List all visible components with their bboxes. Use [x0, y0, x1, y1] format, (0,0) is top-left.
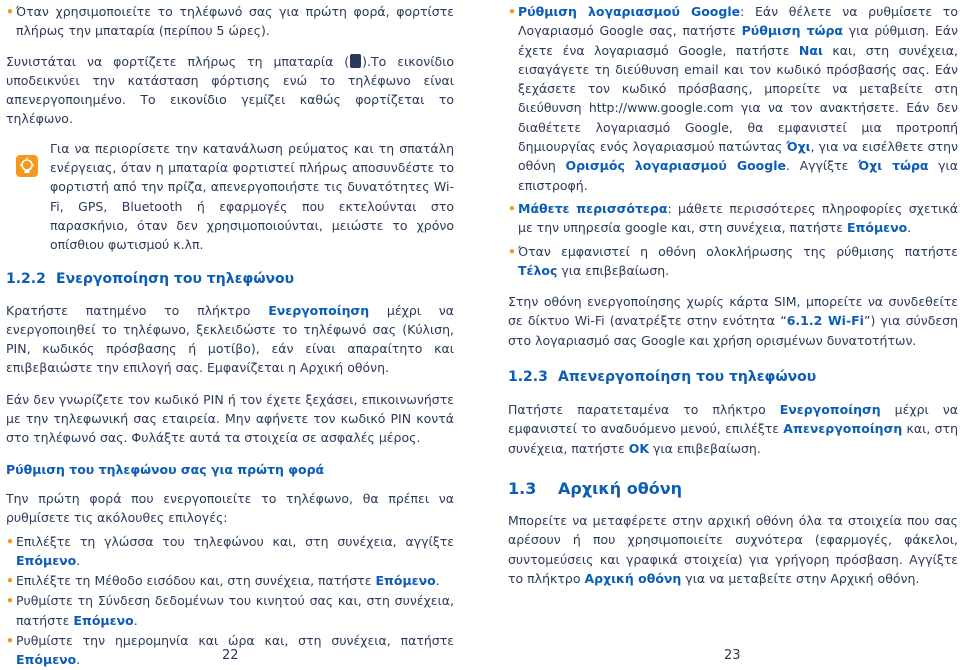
list-item: • Ρύθμιση λογαριασμού Google: Εάν θέλετε να ρυθμίσετε το Λογαριασμό Google σας, πατήστε Ρύθμιση τώρα για ρύθμιση. Εάν έχετε ένα λογαριασμό Google, πατήστε Ναι και, στη συνέχεια, εισαγάγετε τη διεύθυνση email και τον κωδικό πρόσβασής σας. Εάν ξεχάσετε τον κωδικό πρόσβασης, μπορείτε να μεταβείτε στη διεύθυνση http://www.google.com για να τον ανακτήσετε. Εάν δεν διαθέτετε λογαριασμό Google, θα εμφανιστεί μια προτροπή δημιουργίας ενός λογαριασμού πατώντας Όχι, για να εισέλθετε στην οθόνη Ορισμός λογαριασμού Google. Αγγίξτε Όχι τώρα για επιστροφή.: [508, 2, 958, 195]
list-item: • Όταν χρησιμοποιείτε το τηλέφωνό σας για πρώτη φορά, φορτίστε πλήρως την μπαταρία (περίπου 5 ώρες).: [6, 2, 454, 41]
paragraph-home-screen: Μπορείτε να μεταφέρετε στην αρχική οθόνη όλα τα στοιχεία που σας αρέσουν ή που χρησιμοποιείτε συχνότερα (εφαρμογές, φάκελοι, συντομεύσεις και γραφικά στοιχεία) για γρήγορη πρόσβαση. Αγγίξτε το πλήκτρο Αρχική οθόνη για να μεταβείτε στην Αρχική οθόνη.: [508, 512, 958, 586]
subheading-first-setup: Ρύθμιση του τηλεφώνου σας για πρώτη φορά: [6, 461, 325, 477]
paragraph-power-on: Κρατήστε πατημένο το πλήκτρο Ενεργοποίηση μέχρι να ενεργοποιηθεί το τηλέφωνο, ξεκλειδώστε το τηλέφωνό σας (Κύλιση, PIN, κωδικός πρόσβασης ή μοτίβο), εάν είναι απαραίτητο και επιβεβαιώστε την επιλογή σας. Εμφανίζεται η Αρχική οθόνη.: [6, 302, 455, 376]
paragraph-no-sim: Στην οθόνη ενεργοποίησης χωρίς κάρτα SIM, μπορείτε να συνδεθείτε σε δίκτυο Wi-Fi (ανατρέξτε στην ενότητα “6.1.2 Wi-Fi”) για σύνδεση στο λογαριασμό σας Google και χρήση ορισμένων δυνατοτήτων.: [508, 294, 959, 348]
list-item: • Ρυθμίστε τη Σύνδεση δεδομένων του κινητού σας και, στη συνέχεια, πατήστε Επόμενο.: [6, 591, 454, 630]
page-number: 22: [222, 648, 239, 663]
list-item: • Όταν εμφανιστεί η οθόνη ολοκλήρωσης της ρύθμισης πατήστε Τέλος για επιβεβαίωση.: [508, 242, 958, 281]
list-item: • Επιλέξτε τη γλώσσα του τηλεφώνου και, στη συνέχεια, αγγίξτε Επόμενο.: [6, 532, 454, 571]
left-page: [6, 0, 454, 670]
lightbulb-icon: [16, 155, 38, 177]
paragraph-power-off: Πατήστε παρατεταμένα το πλήκτρο Ενεργοποίηση μέχρι να εμφανιστεί το αναδυόμενο μενού, επιλέξτε Απενεργοποίηση και, στη συνέχεια, πατήστε OK για επιβεβαίωση.: [508, 402, 958, 456]
paragraph-setup-intro: Την πρώτη φορά που ενεργοποιείτε το τηλέφωνο, θα πρέπει να ρυθμίσετε τις ακόλουθες επιλογές:: [6, 490, 454, 526]
battery-icon: [350, 54, 361, 68]
page-number: 23: [724, 648, 741, 663]
section-heading-1-2-3: 1.2.3 Απενεργοποίηση του τηλεφώνου: [508, 369, 817, 386]
paragraph-pin: Εάν δεν γνωρίζετε τον κωδικό PIN ή τον έχετε ξεχάσει, επικοινωνήστε με την τηλεφωνική σας εταιρεία. Μην αφήνετε τον κωδικό PIN κοντά στο τηλέφωνό σας. Φυλάξτε αυτά τα στοιχεία σε ασφαλές μέρος.: [6, 391, 454, 446]
tip-note: [6, 139, 454, 255]
section-heading-1-2-2: 1.2.2 Ενεργοποίηση του τηλεφώνου: [6, 270, 295, 287]
right-page: [508, 0, 958, 588]
tip-text: Για να περιορίσετε την κατανάλωση ρεύματος και τη σπατάλη ενέργειας, όταν η μπαταρία φορτιστεί πλήρως αποσυνδέστε το φορτιστή από την πρίζα, απενεργοποιήστε τις δυνατότητες Wi-Fi, GPS, Bluetooth ή εφαρμογές που εκτελούνται στο παρασκήνιο, όταν δεν χρησιμοποιούνται, μειώστε το χρόνο οπίσθιου φωτισμού κ.λπ.: [50, 140, 454, 253]
list-item: • Μάθετε περισσότερα: μάθετε περισσότερες πληροφορίες σχετικά με την υπηρεσία google και, στη συνέχεια, πατήστε Επόμενο.: [508, 199, 958, 238]
section-heading-1-3: 1.3 Αρχική οθόνη: [508, 478, 682, 498]
list-item: • Επιλέξτε τη Μέθοδο εισόδου και, στη συνέχεια, πατήστε Επόμενο.: [6, 571, 454, 590]
paragraph-charging: Συνιστάται να φορτίζετε πλήρως τη μπαταρία ( ).Το εικονίδιο υποδεικνύει την κατάσταση φόρτισης ενώ το τηλέφωνο είναι απενεργοποιημένο. Το εικονίδιο γεμίζει καθώς φορτίζεται το τηλέφωνο.: [6, 53, 454, 127]
list-item: • Ρυθμίστε την ημερομηνία και ώρα και, στη συνέχεια, πατήστε Επόμενο.: [6, 631, 454, 670]
